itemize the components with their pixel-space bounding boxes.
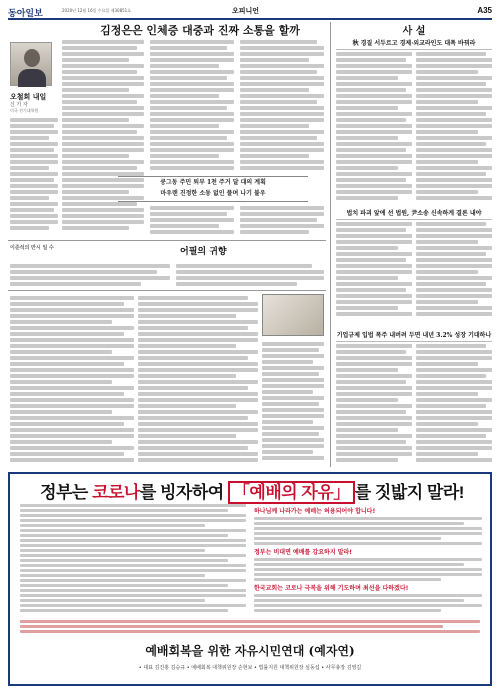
masthead <box>8 6 492 20</box>
editorial-2-col2 <box>416 222 492 322</box>
dateline: 2020년 12월 16일 수요일 제30851호 <box>62 8 132 13</box>
editorial-headline-1: 秋 경질 서두르고 경제·외교라인도 대폭 바꿔라 <box>336 38 492 50</box>
ad-headline-part4: 「예배의 자유」 <box>228 481 355 504</box>
ad-point-1: 하나님께 나라가는 예배는 허용되어야 합니다! <box>254 508 376 515</box>
editorial-3-col2 <box>416 344 492 464</box>
ad-headline-part2: 코로나 <box>92 483 140 502</box>
byline-name: 오철희 내일 <box>10 93 47 101</box>
column-text-col3 <box>240 40 324 172</box>
editorial-2-col1 <box>336 222 412 322</box>
avatar-head <box>24 49 40 67</box>
column-separator <box>330 22 331 467</box>
cartoon-text-left <box>10 264 170 288</box>
section-title: 오피니언 <box>232 7 260 15</box>
byline-org: 미국 전기대학원 <box>10 108 39 113</box>
ad-point-2: 정부는 비대면 예배를 강요하지 말라! <box>254 549 353 556</box>
ad-headline-part3: 를 빙자하여 <box>139 483 228 502</box>
cartoon-label: 이준석의 만시 일 수 <box>10 245 54 251</box>
column-text-col1 <box>62 40 144 236</box>
ad-headline-part1: 정부는 <box>40 483 93 502</box>
column-text-col2b <box>150 206 234 236</box>
editorial-headline-2: 법치 파괴 앞에 선 법원, 尹소송 신속하게 결론 내야 <box>336 208 492 220</box>
avatar-body <box>18 69 46 87</box>
advertisement <box>8 472 492 686</box>
newspaper-logo: 동아일보 <box>8 8 43 18</box>
byline-role: 신 기 자 <box>10 102 28 108</box>
divider <box>8 290 326 291</box>
ad-point-3: 한국교회는 코로나 극복을 위해 기도하며 최선을 다하겠다! <box>254 585 409 592</box>
pull-quote <box>118 176 308 202</box>
pull-quote-line1: 쿵그동 주민 퇴부 1천 주거 달 대의 계획 <box>160 179 266 186</box>
opinion-text-col2 <box>138 296 258 466</box>
pull-quote-line2: 마우랜 진정한 소동 없인 풀며 나기 불우 <box>160 190 266 197</box>
ad-headline-part5: 를 짓밟지 말라! <box>354 483 464 502</box>
cartoon-title: 어필의 귀향 <box>180 247 227 257</box>
column-text-col0 <box>10 118 58 236</box>
column-text-col3b <box>240 206 324 236</box>
editorial-headline-3: 기업규제 입법 폭주 내버려 두면 내년 3.2% 성장 기대하나 <box>336 330 492 342</box>
editorial-label: 사 설 <box>402 26 426 37</box>
ad-members: • 대표 김진홍 김승규 • 예배회복 대책위원장 손현보 • 법률지원 대책위원장 심동섭 • 사무총장 김영길 <box>138 665 362 671</box>
ad-body-right <box>254 504 482 616</box>
divider <box>8 240 326 241</box>
opinion-text-col3 <box>262 342 324 466</box>
ad-body-left <box>20 504 246 616</box>
editorial-3-col1 <box>336 344 412 464</box>
editorial-1-col1 <box>336 52 412 202</box>
ad-signature: 예배회복을 위한 자유시민연대 (예자연) <box>145 644 355 658</box>
author-avatar <box>10 42 52 86</box>
ad-notice-band <box>20 620 480 636</box>
cartoon-text-right <box>176 264 324 288</box>
column-text-col2 <box>150 40 234 172</box>
opinion-photo <box>262 294 324 336</box>
editorial-1-col2 <box>416 52 492 202</box>
page-number: A35 <box>477 6 492 15</box>
opinion-text-col1 <box>10 296 134 466</box>
ad-headline <box>20 478 484 503</box>
column-title: 김정은은 인체증 대중과 진짜 소통을 할까 <box>100 24 300 37</box>
